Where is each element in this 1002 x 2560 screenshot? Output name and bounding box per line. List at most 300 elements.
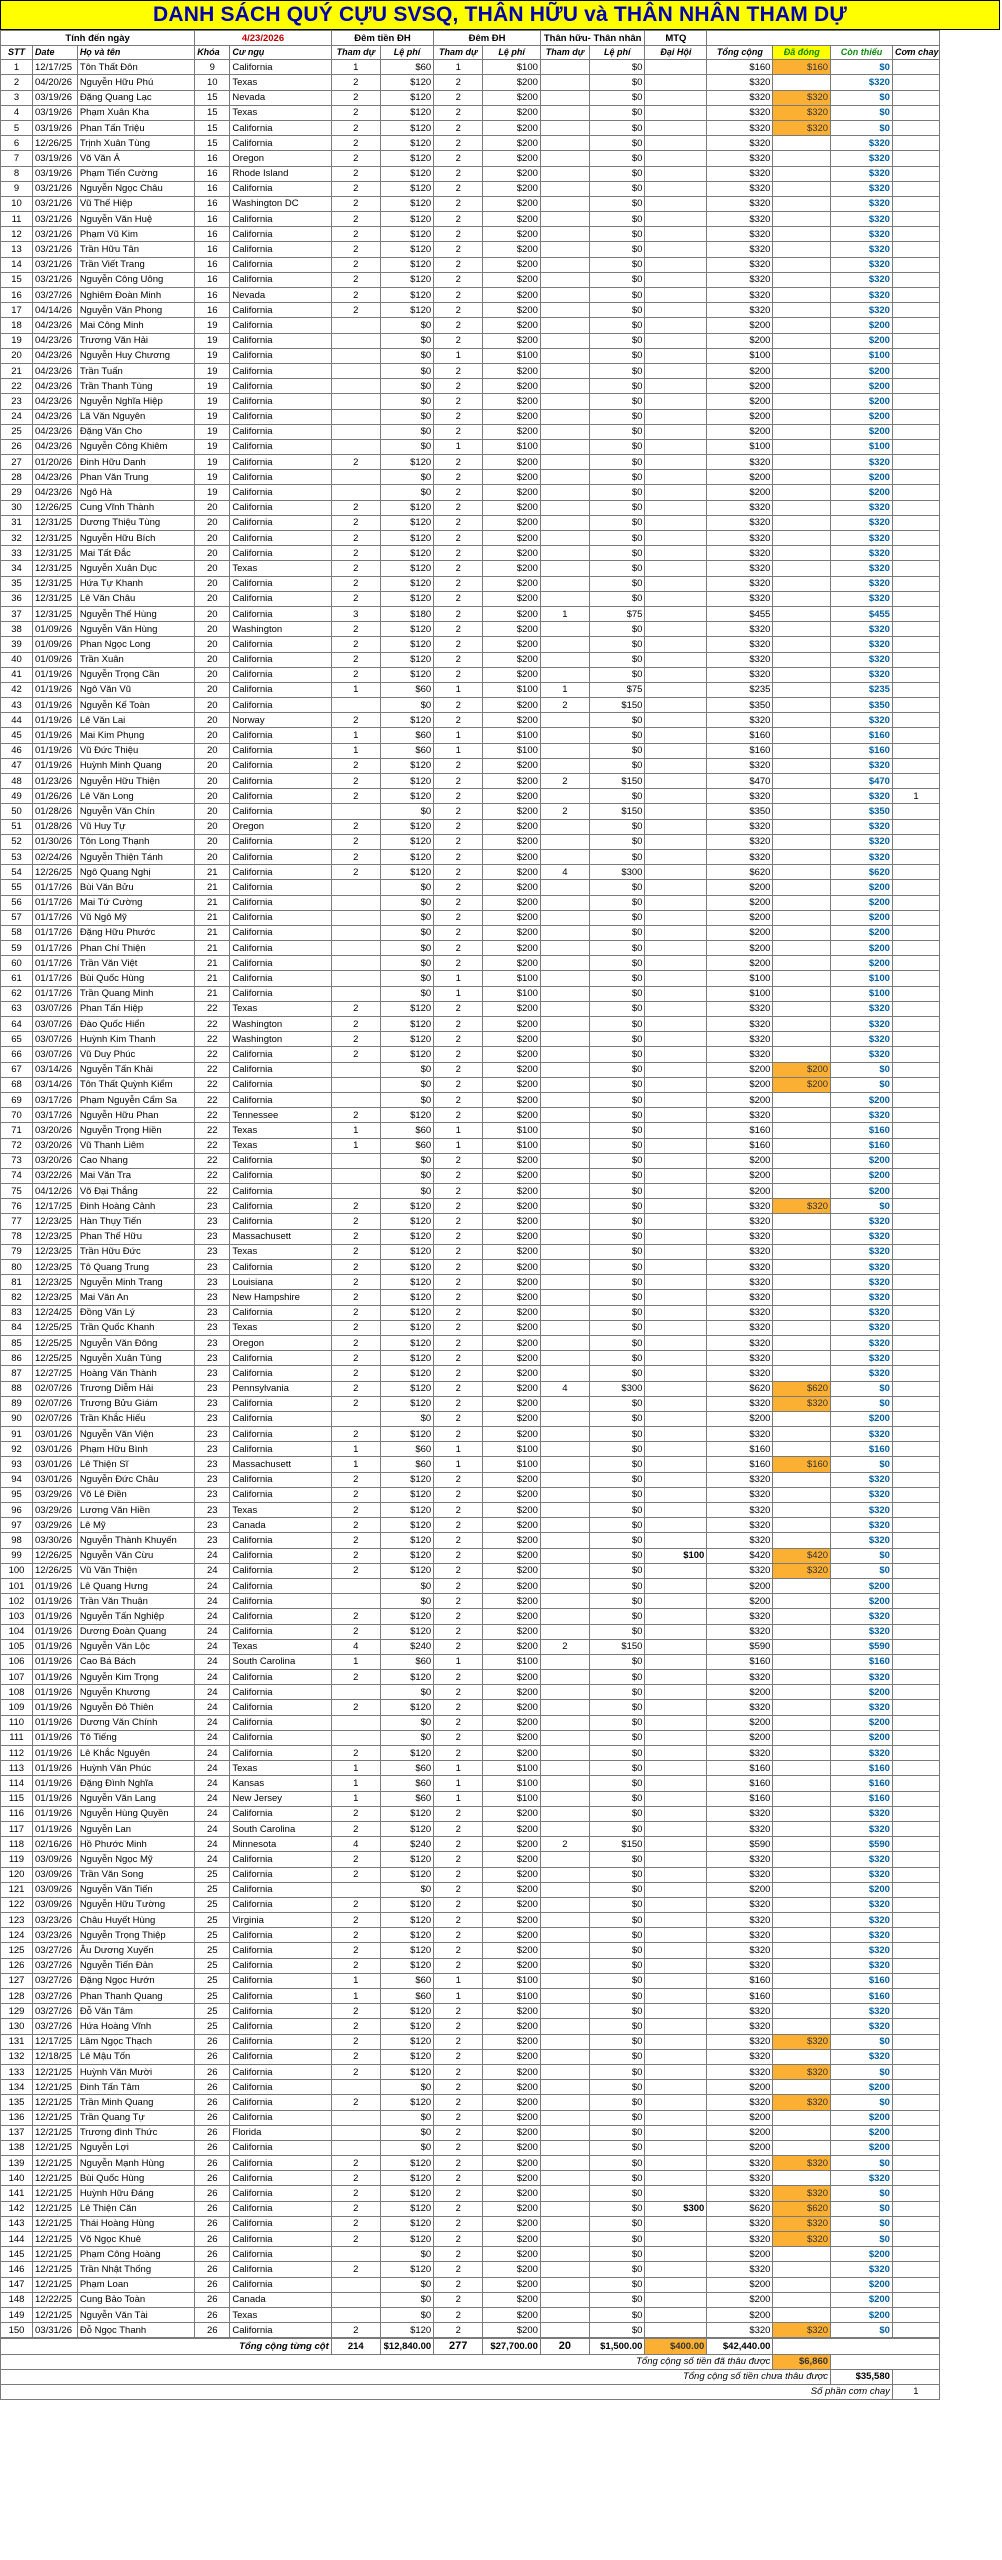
summary-unpaid-row	[1, 2369, 940, 2384]
cell-residence: Washington	[230, 622, 331, 637]
cell-date: 03/17/26	[33, 1108, 78, 1123]
cell-fee1: $120	[380, 1867, 433, 1882]
cell-fee1: $0	[380, 2080, 433, 2095]
cell-class: 23	[195, 1472, 230, 1487]
cell-fee1: $0	[380, 1077, 433, 1092]
cell-fee3: $0	[589, 1442, 644, 1457]
cell-date: 03/09/26	[33, 1882, 78, 1897]
table-row	[1, 1290, 940, 1305]
table-row	[1, 1442, 940, 1457]
cell-mtq	[645, 774, 707, 789]
cell-fee1: $240	[380, 1639, 433, 1654]
cell-fee3: $0	[589, 1062, 644, 1077]
table-row	[1, 1427, 940, 1442]
cell-veg	[892, 2171, 939, 2186]
cell-att1: 1	[331, 1442, 380, 1457]
cell-att1: 1	[331, 1776, 380, 1791]
cell-att3	[540, 2034, 589, 2049]
cell-paid	[773, 606, 831, 621]
cell-att3	[540, 1168, 589, 1183]
cell-name: Trần Văn Việt	[77, 956, 194, 971]
cell-stt: 23	[1, 394, 33, 409]
cell-att3	[540, 1487, 589, 1502]
cell-fee3: $0	[589, 2049, 644, 2064]
cell-mtq	[645, 1746, 707, 1761]
cell-veg	[892, 2232, 939, 2247]
cell-stt: 9	[1, 181, 33, 196]
cell-residence: California	[230, 212, 331, 227]
cell-due: $0	[831, 1381, 893, 1396]
cell-att1: 2	[331, 303, 380, 318]
cell-fee3: $0	[589, 60, 644, 75]
cell-att1: 2	[331, 2262, 380, 2277]
cell-stt: 52	[1, 834, 33, 849]
cell-class: 24	[195, 1685, 230, 1700]
cell-paid	[773, 485, 831, 500]
cell-fee3: $0	[589, 1503, 644, 1518]
cell-residence: California	[230, 2186, 331, 2201]
cell-fee2: $200	[483, 1867, 541, 1882]
cell-name: Đặng Quang Lạc	[77, 90, 194, 105]
cell-fee3: $0	[589, 196, 644, 211]
cell-mtq	[645, 1001, 707, 1016]
cell-veg	[892, 2034, 939, 2049]
cell-residence: California	[230, 1943, 331, 1958]
cell-att2: 2	[434, 2216, 483, 2231]
cell-mtq	[645, 1806, 707, 1821]
cell-residence: California	[230, 1806, 331, 1821]
cell-att3	[540, 728, 589, 743]
cell-paid	[773, 698, 831, 713]
cell-fee3: $0	[589, 1017, 644, 1032]
table-row	[1, 500, 940, 515]
table-row	[1, 1457, 940, 1472]
cell-name: Phan Chí Thiện	[77, 941, 194, 956]
cell-name: Vũ Thế Hiệp	[77, 196, 194, 211]
table-row	[1, 849, 940, 864]
cell-fee1: $120	[380, 713, 433, 728]
cell-mtq	[645, 348, 707, 363]
cell-att3	[540, 1746, 589, 1761]
cell-due: $200	[831, 1578, 893, 1593]
cell-name: Hoàng Văn Thành	[77, 1366, 194, 1381]
cell-mtq	[645, 363, 707, 378]
cell-fee2: $200	[483, 925, 541, 940]
cell-name: Nguyễn Xuân Tùng	[77, 1351, 194, 1366]
cell-date: 01/28/26	[33, 819, 78, 834]
cell-mtq	[645, 652, 707, 667]
cell-total: $320	[707, 166, 773, 181]
cell-veg	[892, 576, 939, 591]
table-row	[1, 75, 940, 90]
cell-paid	[773, 1518, 831, 1533]
cell-veg	[892, 2140, 939, 2155]
cell-mtq	[645, 1989, 707, 2004]
cell-due: $0	[831, 2034, 893, 2049]
cell-att2: 2	[434, 363, 483, 378]
cell-class: 24	[195, 1776, 230, 1791]
cell-fee2: $200	[483, 1260, 541, 1275]
cell-name: Nguyễn Minh Trang	[77, 1275, 194, 1290]
cell-att1	[331, 1411, 380, 1426]
cell-att3	[540, 1700, 589, 1715]
cell-mtq	[645, 849, 707, 864]
cell-class: 26	[195, 2095, 230, 2110]
cell-name: Nguyễn Hữu Bích	[77, 531, 194, 546]
cell-date: 12/21/25	[33, 2277, 78, 2292]
cell-att2: 2	[434, 333, 483, 348]
cell-name: Nguyễn Tiến Đản	[77, 1958, 194, 1973]
cell-name: Trần Xuân	[77, 652, 194, 667]
cell-stt: 80	[1, 1260, 33, 1275]
cell-mtq	[645, 1578, 707, 1593]
cell-paid	[773, 500, 831, 515]
cell-class: 20	[195, 743, 230, 758]
cell-att2: 2	[434, 1806, 483, 1821]
cell-att2: 2	[434, 591, 483, 606]
cell-date: 04/20/26	[33, 75, 78, 90]
cell-stt: 144	[1, 2232, 33, 2247]
cell-att2: 2	[434, 1913, 483, 1928]
cell-att2: 2	[434, 485, 483, 500]
cell-mtq	[645, 622, 707, 637]
cell-residence: California	[230, 1624, 331, 1639]
cell-veg	[892, 1685, 939, 1700]
cell-paid	[773, 1214, 831, 1229]
cell-residence: California	[230, 303, 331, 318]
cell-fee3: $0	[589, 2277, 644, 2292]
cell-class: 26	[195, 2156, 230, 2171]
cell-att2: 2	[434, 880, 483, 895]
cell-class: 16	[195, 181, 230, 196]
cell-paid	[773, 75, 831, 90]
cell-residence: Canada	[230, 1518, 331, 1533]
cell-name: Nguyễn Trọng Hiền	[77, 1123, 194, 1138]
cell-name: Lê Văn Long	[77, 789, 194, 804]
cell-att2: 2	[434, 1685, 483, 1700]
cell-mtq	[645, 2064, 707, 2079]
cell-mtq: $300	[645, 2201, 707, 2216]
cell-fee3: $0	[589, 1199, 644, 1214]
cell-fee2: $200	[483, 379, 541, 394]
cell-stt: 69	[1, 1092, 33, 1107]
cell-total: $200	[707, 2110, 773, 2125]
cell-residence: Texas	[230, 1503, 331, 1518]
cell-fee1: $120	[380, 2201, 433, 2216]
cell-att1	[331, 698, 380, 713]
cell-date: 04/23/26	[33, 363, 78, 378]
cell-date: 03/27/26	[33, 1958, 78, 1973]
table-row	[1, 637, 940, 652]
cell-stt: 103	[1, 1609, 33, 1624]
cell-att2: 2	[434, 941, 483, 956]
cell-due: $320	[831, 622, 893, 637]
cell-paid	[773, 1138, 831, 1153]
cell-fee1: $120	[380, 561, 433, 576]
cell-fee1: $120	[380, 1563, 433, 1578]
cell-mtq	[645, 1047, 707, 1062]
table-row	[1, 1700, 940, 1715]
cell-veg	[892, 941, 939, 956]
cell-fee2: $200	[483, 956, 541, 971]
cell-att3	[540, 2004, 589, 2019]
cell-att1	[331, 2110, 380, 2125]
cell-name: Vũ Văn Thiện	[77, 1563, 194, 1578]
cell-att2: 2	[434, 1290, 483, 1305]
cell-total: $420	[707, 1548, 773, 1563]
cell-date: 03/27/26	[33, 1989, 78, 2004]
cell-fee1: $120	[380, 1503, 433, 1518]
cell-att2: 2	[434, 288, 483, 303]
cell-stt: 133	[1, 2064, 33, 2079]
column-header: Đại Hội	[645, 46, 707, 60]
table-row	[1, 1837, 940, 1852]
cell-stt: 5	[1, 120, 33, 135]
cell-att2: 1	[434, 986, 483, 1001]
cell-due: $0	[831, 1457, 893, 1472]
cell-mtq	[645, 1457, 707, 1472]
cell-stt: 116	[1, 1806, 33, 1821]
cell-total: $200	[707, 1153, 773, 1168]
cell-stt: 123	[1, 1913, 33, 1928]
cell-fee1: $120	[380, 865, 433, 880]
cell-fee3: $0	[589, 1275, 644, 1290]
cell-date: 03/21/26	[33, 272, 78, 287]
cell-att3	[540, 151, 589, 166]
cell-fee3: $0	[589, 2080, 644, 2095]
cell-mtq	[645, 394, 707, 409]
guest-label: Thân hữu- Thân nhân	[540, 31, 645, 46]
cell-fee2: $200	[483, 1746, 541, 1761]
cell-stt: 132	[1, 2049, 33, 2064]
cell-fee1: $120	[380, 546, 433, 561]
cell-fee3: $0	[589, 394, 644, 409]
cell-date: 03/21/26	[33, 196, 78, 211]
table-row	[1, 986, 940, 1001]
cell-fee2: $200	[483, 2262, 541, 2277]
cell-att2: 2	[434, 2232, 483, 2247]
cell-date: 03/27/26	[33, 2019, 78, 2034]
cell-paid: $320	[773, 90, 831, 105]
cell-name: Tôn Thất Quỳnh Kiểm	[77, 1077, 194, 1092]
cell-att3	[540, 318, 589, 333]
cell-att3	[540, 105, 589, 120]
cell-fee2: $200	[483, 181, 541, 196]
cell-fee1: $120	[380, 2064, 433, 2079]
cell-fee3: $0	[589, 2140, 644, 2155]
cell-att3	[540, 1973, 589, 1988]
cell-due: $470	[831, 774, 893, 789]
cell-fee2: $100	[483, 743, 541, 758]
cell-veg	[892, 1457, 939, 1472]
cell-att1	[331, 956, 380, 971]
cell-total: $320	[707, 2034, 773, 2049]
cell-class: 26	[195, 2232, 230, 2247]
cell-fee3: $0	[589, 834, 644, 849]
cell-name: Phan Ngọc Long	[77, 637, 194, 652]
cell-date: 03/09/26	[33, 1897, 78, 1912]
cell-class: 26	[195, 2262, 230, 2277]
cell-att2: 2	[434, 1047, 483, 1062]
cell-att3	[540, 1897, 589, 1912]
cell-date: 03/29/26	[33, 1518, 78, 1533]
cell-name: Huỳnh Văn Phúc	[77, 1761, 194, 1776]
cell-att1	[331, 1578, 380, 1593]
cell-due: $0	[831, 90, 893, 105]
cell-att2: 2	[434, 849, 483, 864]
table-row	[1, 1791, 940, 1806]
cell-att3	[540, 2049, 589, 2064]
cell-mtq	[645, 865, 707, 880]
cell-date: 12/23/25	[33, 1275, 78, 1290]
cell-fee3: $0	[589, 880, 644, 895]
cell-date: 12/25/25	[33, 1320, 78, 1335]
table-row	[1, 2201, 940, 2216]
cell-att2: 2	[434, 2034, 483, 2049]
cell-fee1: $120	[380, 1943, 433, 1958]
cell-att1: 2	[331, 2323, 380, 2338]
cell-total: $320	[707, 1017, 773, 1032]
cell-fee1: $120	[380, 2004, 433, 2019]
cell-fee2: $200	[483, 2277, 541, 2292]
cell-paid	[773, 1123, 831, 1138]
cell-residence: California	[230, 1882, 331, 1897]
cell-fee2: $200	[483, 1518, 541, 1533]
cell-paid	[773, 2019, 831, 2034]
cell-att2: 2	[434, 272, 483, 287]
cell-att1	[331, 394, 380, 409]
table-row	[1, 1214, 940, 1229]
cell-date: 12/21/25	[33, 2125, 78, 2140]
cell-veg	[892, 1548, 939, 1563]
cell-paid	[773, 1032, 831, 1047]
cell-total: $320	[707, 591, 773, 606]
cell-veg	[892, 1821, 939, 1836]
cell-att3	[540, 2201, 589, 2216]
cell-due: $200	[831, 2307, 893, 2322]
cell-stt: 77	[1, 1214, 33, 1229]
table-row	[1, 272, 940, 287]
cell-att1	[331, 1153, 380, 1168]
cell-name: Nguyễn Khương	[77, 1685, 194, 1700]
cell-paid	[773, 470, 831, 485]
cell-mtq	[645, 561, 707, 576]
cell-class: 20	[195, 819, 230, 834]
cell-att1: 2	[331, 2004, 380, 2019]
cell-stt: 86	[1, 1351, 33, 1366]
cell-att3: 1	[540, 606, 589, 621]
cell-att2: 2	[434, 1897, 483, 1912]
cell-due: $320	[831, 1290, 893, 1305]
cell-class: 26	[195, 2201, 230, 2216]
cell-date: 12/21/25	[33, 2201, 78, 2216]
cell-att1: 2	[331, 1913, 380, 1928]
cell-due: $320	[831, 212, 893, 227]
cell-residence: Massachusett	[230, 1457, 331, 1472]
cell-paid	[773, 2292, 831, 2307]
cell-total: $320	[707, 500, 773, 515]
cell-fee2: $200	[483, 698, 541, 713]
cell-att2: 2	[434, 1533, 483, 1548]
cell-total: $320	[707, 789, 773, 804]
table-row	[1, 1229, 940, 1244]
cell-name: Nguyễn Hữu Tường	[77, 1897, 194, 1912]
cell-name: Đồng Văn Lý	[77, 1305, 194, 1320]
cell-total: $160	[707, 743, 773, 758]
cell-due: $200	[831, 2247, 893, 2262]
cell-date: 12/17/25	[33, 2034, 78, 2049]
cell-veg	[892, 1366, 939, 1381]
cell-paid	[773, 196, 831, 211]
cell-paid	[773, 819, 831, 834]
cell-att1: 3	[331, 606, 380, 621]
cell-fee2: $200	[483, 1305, 541, 1320]
cell-fee1: $120	[380, 1229, 433, 1244]
cell-total: $160	[707, 728, 773, 743]
cell-name: Vũ Thanh Liêm	[77, 1138, 194, 1153]
cell-fee2: $200	[483, 531, 541, 546]
cell-fee3: $0	[589, 257, 644, 272]
cell-fee1: $120	[380, 2186, 433, 2201]
cell-fee1: $120	[380, 1700, 433, 1715]
cell-stt: 112	[1, 1746, 33, 1761]
cell-att2: 2	[434, 196, 483, 211]
cell-fee1: $120	[380, 515, 433, 530]
table-row	[1, 865, 940, 880]
cell-veg	[892, 895, 939, 910]
cell-fee3: $0	[589, 1654, 644, 1669]
cell-att2: 2	[434, 1108, 483, 1123]
cell-fee1: $120	[380, 637, 433, 652]
cell-paid	[773, 2262, 831, 2277]
cell-veg	[892, 1715, 939, 1730]
cell-fee1: $0	[380, 925, 433, 940]
cell-date: 03/19/26	[33, 151, 78, 166]
cell-name: Lâm Ngọc Thạch	[77, 2034, 194, 2049]
cell-fee3: $0	[589, 1214, 644, 1229]
cell-att1: 2	[331, 2186, 380, 2201]
cell-due: $320	[831, 1852, 893, 1867]
cell-name: Trần Tuấn	[77, 363, 194, 378]
cell-class: 22	[195, 1032, 230, 1047]
cell-fee2: $200	[483, 713, 541, 728]
cell-fee1: $0	[380, 698, 433, 713]
cell-fee3: $0	[589, 2216, 644, 2231]
cell-residence: California	[230, 1533, 331, 1548]
cell-fee1: $0	[380, 1184, 433, 1199]
cell-due: $200	[831, 1715, 893, 1730]
cell-att2: 2	[434, 379, 483, 394]
cell-stt: 72	[1, 1138, 33, 1153]
cell-date: 04/12/26	[33, 1184, 78, 1199]
table-row	[1, 1108, 940, 1123]
cell-veg	[892, 1153, 939, 1168]
cell-due: $320	[831, 819, 893, 834]
cell-date: 12/31/25	[33, 531, 78, 546]
cell-stt: 126	[1, 1958, 33, 1973]
cell-residence: Canada	[230, 2292, 331, 2307]
cell-att1	[331, 485, 380, 500]
table-row	[1, 1396, 940, 1411]
cell-stt: 96	[1, 1503, 33, 1518]
cell-veg	[892, 1518, 939, 1533]
table-row	[1, 2110, 940, 2125]
cell-att2: 2	[434, 2110, 483, 2125]
cell-total: $200	[707, 1578, 773, 1593]
cell-fee3: $150	[589, 1639, 644, 1654]
cell-fee1: $60	[380, 1442, 433, 1457]
cell-mtq	[645, 2232, 707, 2247]
